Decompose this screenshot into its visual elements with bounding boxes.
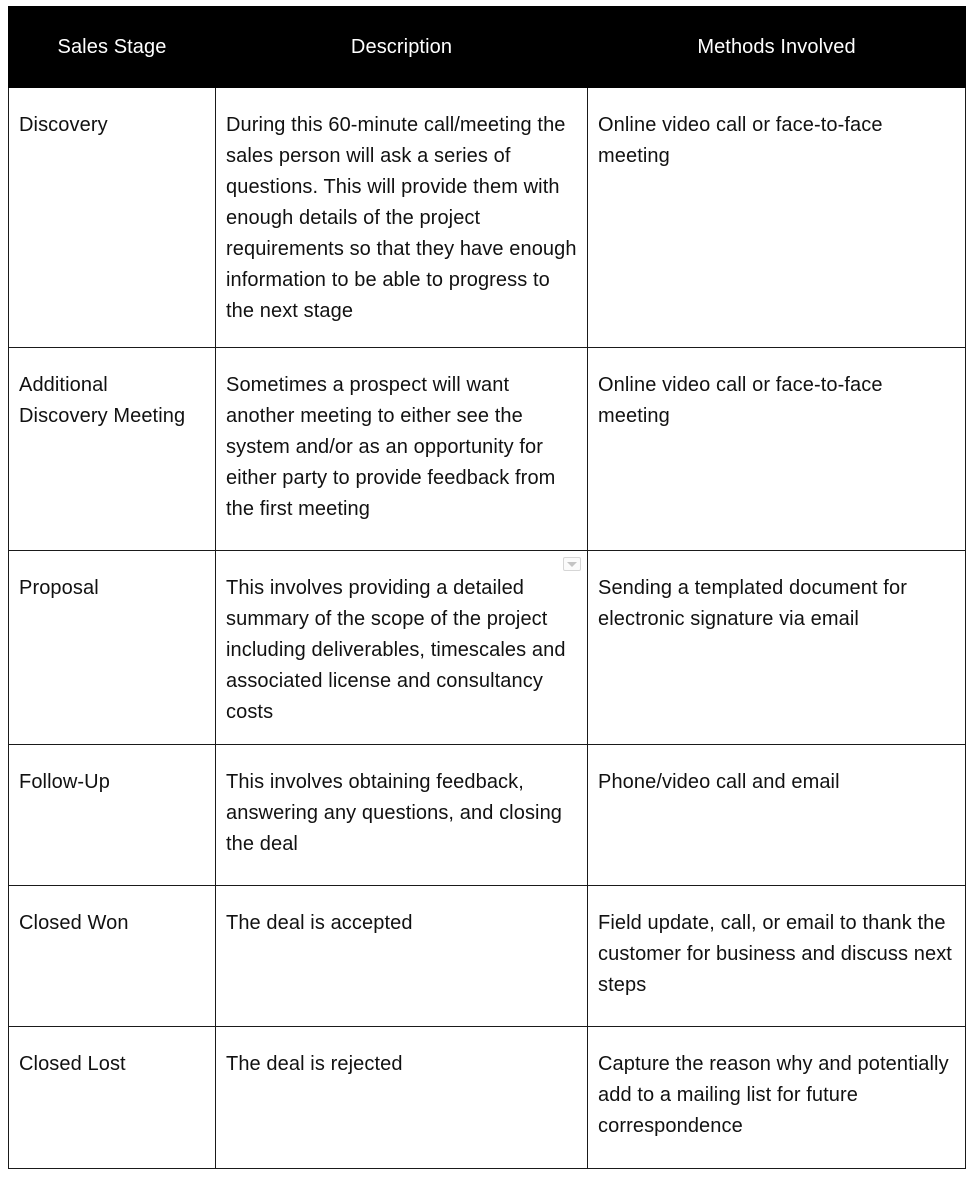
methods-cell: Sending a templated document for electronic signature via email <box>588 551 966 745</box>
table-row <box>9 348 966 551</box>
stage-cell: Proposal <box>9 551 216 745</box>
header-sales-stage: Sales Stage <box>9 7 216 88</box>
description-cell: This involves obtaining feedback, answering any questions, and closing the deal <box>216 745 588 886</box>
table-row <box>9 88 966 348</box>
table-row <box>9 886 966 1027</box>
methods-cell: Field update, call, or email to thank the customer for business and discuss next steps <box>588 886 966 1027</box>
stage-cell: Discovery <box>9 88 216 348</box>
description-cell: Sometimes a prospect will want another meeting to either see the system and/or as an opportunity for either party to provide feedback from the first meeting <box>216 348 588 551</box>
stage-cell: Closed Lost <box>9 1027 216 1169</box>
description-text: This involves providing a detailed summary of the scope of the project including deliverables, timescales and associated license and consultancy costs <box>226 577 566 723</box>
stage-cell: Additional Discovery Meeting <box>9 348 216 551</box>
methods-cell: Online video call or face-to-face meeting <box>588 348 966 551</box>
table-row <box>9 551 966 745</box>
stage-cell: Follow-Up <box>9 745 216 886</box>
table-row <box>9 745 966 886</box>
description-cell: The deal is accepted <box>216 886 588 1027</box>
description-cell: During this 60-minute call/meeting the sales person will ask a series of questions. This will provide them with enough details of the project requirements so that they have enough information to be able to progress to the next stage <box>216 88 588 348</box>
methods-cell: Phone/video call and email <box>588 745 966 886</box>
description-cell: The deal is rejected <box>216 1027 588 1169</box>
stage-cell: Closed Won <box>9 886 216 1027</box>
header-methods-involved: Methods Involved <box>588 7 966 88</box>
methods-cell: Capture the reason why and potentially add to a mailing list for future correspondence <box>588 1027 966 1169</box>
table-row <box>9 1027 966 1169</box>
description-cell <box>216 551 588 745</box>
sales-stages-table-container <box>8 6 965 1169</box>
sales-stages-table <box>8 6 966 1169</box>
methods-cell: Online video call or face-to-face meeting <box>588 88 966 348</box>
header-description: Description <box>216 7 588 88</box>
chevron-down-icon[interactable] <box>563 557 581 571</box>
table-header-row <box>9 7 966 88</box>
